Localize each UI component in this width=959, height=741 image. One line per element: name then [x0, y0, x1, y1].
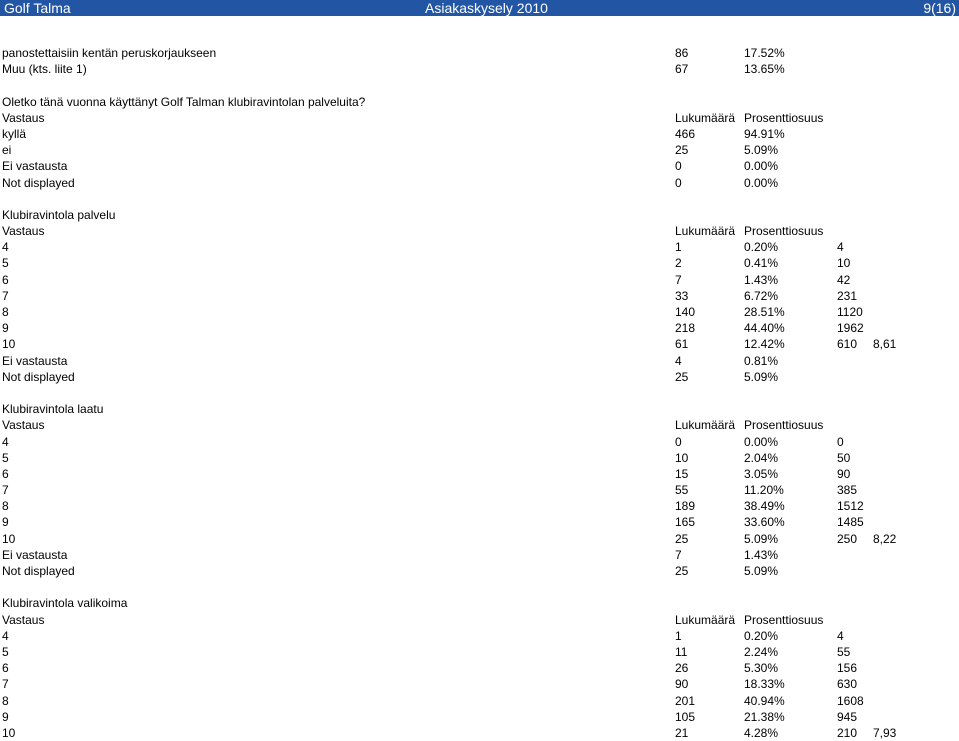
- average-score: 7,93: [873, 725, 897, 740]
- table-row: [0, 175, 959, 191]
- answer-count: 7: [675, 547, 682, 562]
- column-header-answer: Vastaus: [2, 224, 45, 239]
- column-header-answer: Vastaus: [2, 612, 45, 627]
- weighted-sum: 50: [837, 450, 851, 465]
- answer-percent: 5.09%: [744, 143, 779, 158]
- answer-percent: 2.24%: [744, 644, 779, 659]
- answer-count: 105: [675, 709, 696, 724]
- answer-percent: 33.60%: [744, 515, 785, 530]
- answer-label: 8: [2, 693, 9, 708]
- table-row: [0, 320, 959, 336]
- answer-label: 5: [2, 644, 9, 659]
- answer-label: 6: [2, 661, 9, 676]
- answer-percent: 2.04%: [744, 450, 779, 465]
- column-header-percent: Prosenttiosuus: [744, 418, 824, 433]
- answer-count: 201: [675, 693, 696, 708]
- question-title: [0, 207, 959, 223]
- answer-label: kyllä: [2, 126, 27, 141]
- answer-count: 11: [675, 644, 688, 659]
- table-row: [0, 709, 959, 725]
- answer-label: Ei vastausta: [2, 159, 68, 174]
- answer-label: ei: [2, 143, 12, 158]
- weighted-sum: 55: [837, 644, 851, 659]
- answer-count: 26: [675, 661, 689, 676]
- table-row: [0, 336, 959, 352]
- answer-percent: 18.33%: [744, 677, 785, 692]
- answer-label: 8: [2, 499, 9, 514]
- answer-count: 55: [675, 483, 689, 498]
- answer-count: 15: [675, 466, 689, 481]
- question-title-text: Klubiravintola palvelu: [2, 207, 116, 222]
- answer-count: 466: [675, 126, 696, 141]
- answer-percent: 12.42%: [744, 337, 785, 352]
- table-header-row: [0, 417, 959, 433]
- answer-count: 67: [675, 62, 689, 77]
- answer-count: 0: [675, 434, 682, 449]
- answer-label: 9: [2, 515, 9, 530]
- column-header-answer: Vastaus: [2, 418, 45, 433]
- weighted-sum: 210: [837, 725, 858, 740]
- weighted-sum: 630: [837, 677, 858, 692]
- answer-percent: 5.09%: [744, 564, 779, 578]
- answer-percent: 5.30%: [744, 661, 779, 676]
- answer-label: 8: [2, 305, 9, 319]
- answer-percent: 0.20%: [744, 628, 779, 643]
- answer-percent: 1.43%: [744, 547, 779, 562]
- table-row: [0, 482, 959, 498]
- answer-percent: 40.94%: [744, 693, 785, 708]
- answer-percent: 6.72%: [744, 288, 779, 303]
- answer-label: Not displayed: [2, 175, 75, 190]
- answer-percent: 17.52%: [744, 46, 785, 60]
- weighted-sum: 4: [837, 628, 844, 643]
- table-row: [0, 369, 959, 385]
- answer-label: panostettaisiin kentän peruskorjaukseen: [2, 46, 217, 60]
- answer-percent: 0.41%: [744, 256, 779, 271]
- answer-label: 9: [2, 321, 9, 336]
- answer-label: 10: [2, 725, 16, 740]
- answer-percent: 11.20%: [744, 483, 784, 498]
- table-row: [0, 514, 959, 530]
- average-score: 8,22: [873, 531, 897, 546]
- answer-label: Not displayed: [2, 369, 75, 384]
- answer-label: Ei vastausta: [2, 547, 68, 562]
- column-header-count: Lukumäärä: [675, 612, 736, 627]
- answer-count: 90: [675, 677, 689, 692]
- answer-percent: 3.05%: [744, 466, 779, 481]
- answer-percent: 28.51%: [744, 305, 785, 319]
- answer-percent: 0.00%: [744, 159, 779, 174]
- weighted-sum: 90: [837, 466, 851, 481]
- answer-count: 165: [675, 515, 696, 530]
- weighted-sum: 610: [837, 337, 858, 352]
- answer-percent: 0.20%: [744, 240, 779, 255]
- answer-percent: 4.28%: [744, 725, 779, 740]
- answer-count: 7: [675, 272, 682, 287]
- answer-percent: 0.81%: [744, 353, 779, 368]
- answer-label: 6: [2, 466, 9, 481]
- weighted-sum: 385: [837, 483, 858, 498]
- answer-count: 25: [675, 564, 689, 578]
- answer-label: 4: [2, 240, 9, 255]
- weighted-sum: 1485: [837, 515, 864, 530]
- answer-count: 10: [675, 450, 689, 465]
- answer-label: 5: [2, 450, 9, 465]
- question-title: [0, 94, 959, 110]
- answer-count: 33: [675, 288, 689, 303]
- weighted-sum: 0: [837, 434, 844, 449]
- header-page-number: 9(16): [923, 0, 956, 16]
- answer-count: 25: [675, 369, 689, 384]
- table-row: [0, 61, 959, 77]
- weighted-sum: 1608: [837, 693, 864, 708]
- answer-count: 86: [675, 46, 689, 60]
- answer-label: 10: [2, 337, 16, 352]
- answer-percent: 21.38%: [744, 709, 785, 724]
- column-header-count: Lukumäärä: [675, 110, 736, 125]
- column-header-percent: Prosenttiosuus: [744, 224, 824, 239]
- answer-label: Not displayed: [2, 564, 75, 578]
- table-row: [0, 644, 959, 660]
- table-row: [0, 628, 959, 644]
- weighted-sum: 1512: [837, 499, 864, 514]
- question-title-text: Klubiravintola valikoima: [2, 596, 128, 611]
- answer-count: 61: [675, 337, 689, 352]
- weighted-sum: 42: [837, 272, 851, 287]
- table-row: [0, 158, 959, 174]
- question-title-text: Klubiravintola laatu: [2, 402, 104, 417]
- table-row: [0, 660, 959, 676]
- average-score: 8,61: [873, 337, 897, 352]
- weighted-sum: 945: [837, 709, 858, 724]
- answer-percent: 0.00%: [744, 175, 779, 190]
- weighted-sum: 4: [837, 240, 844, 255]
- table-row: [0, 272, 959, 288]
- answer-count: 0: [675, 175, 682, 190]
- table-row: [0, 304, 959, 320]
- header-survey-title: Asiakaskysely 2010: [425, 0, 548, 16]
- table-row: [0, 450, 959, 466]
- table-header-row: [0, 110, 959, 126]
- column-header-count: Lukumäärä: [675, 418, 736, 433]
- answer-percent: 38.49%: [744, 499, 785, 514]
- answer-label: 7: [2, 483, 9, 498]
- weighted-sum: 156: [837, 661, 858, 676]
- answer-label: 6: [2, 272, 9, 287]
- answer-percent: 44.40%: [744, 321, 785, 336]
- answer-label: 10: [2, 531, 16, 546]
- table-row: [0, 142, 959, 158]
- table-row: [0, 466, 959, 482]
- table-row: [0, 239, 959, 255]
- answer-percent: 94.91%: [744, 126, 785, 141]
- answer-count: 189: [675, 499, 696, 514]
- answer-count: 140: [675, 305, 696, 319]
- answer-percent: 5.09%: [744, 531, 779, 546]
- table-row: [0, 676, 959, 692]
- question-title: [0, 401, 959, 417]
- table-row: [0, 547, 959, 563]
- answer-percent: 1.43%: [744, 272, 779, 287]
- answer-count: 25: [675, 531, 689, 546]
- table-header-row: [0, 223, 959, 239]
- answer-count: 218: [675, 321, 696, 336]
- answer-label: 7: [2, 677, 9, 692]
- table-row: [0, 531, 959, 547]
- weighted-sum: 1962: [837, 321, 864, 336]
- answer-percent: 13.65%: [744, 62, 785, 77]
- answer-label: 4: [2, 434, 9, 449]
- answer-count: 0: [675, 159, 682, 174]
- table-row: [0, 563, 959, 579]
- column-header-count: Lukumäärä: [675, 224, 736, 239]
- table-header-row: [0, 612, 959, 628]
- column-header-answer: Vastaus: [2, 110, 45, 125]
- answer-label: 5: [2, 256, 9, 271]
- weighted-sum: 10: [837, 256, 851, 271]
- answer-label: Muu (kts. liite 1): [2, 62, 87, 77]
- answer-count: 21: [675, 725, 689, 740]
- answer-count: 1: [675, 628, 682, 643]
- table-row: [0, 288, 959, 304]
- table-row: [0, 45, 959, 61]
- weighted-sum: 1120: [837, 305, 863, 319]
- table-row: [0, 434, 959, 450]
- answer-count: 4: [675, 353, 682, 368]
- answer-count: 1: [675, 240, 682, 255]
- answer-count: 2: [675, 256, 682, 271]
- answer-count: 25: [675, 143, 689, 158]
- answer-label: Ei vastausta: [2, 353, 68, 368]
- answer-percent: 0.00%: [744, 434, 779, 449]
- answer-label: 7: [2, 288, 9, 303]
- table-row: [0, 693, 959, 709]
- header-club-name: Golf Talma: [4, 0, 71, 16]
- weighted-sum: 231: [837, 288, 858, 303]
- page-header: [0, 0, 959, 16]
- table-row: [0, 255, 959, 271]
- column-header-percent: Prosenttiosuus: [744, 110, 824, 125]
- question-title: [0, 595, 959, 611]
- survey-content: [0, 45, 959, 741]
- table-row: [0, 126, 959, 142]
- column-header-percent: Prosenttiosuus: [744, 612, 824, 627]
- question-title-text: Oletko tänä vuonna käyttänyt Golf Talman klubiravintolan palveluita?: [2, 94, 366, 109]
- weighted-sum: 250: [837, 531, 858, 546]
- answer-label: 9: [2, 709, 9, 724]
- answer-label: 4: [2, 628, 9, 643]
- table-row: [0, 353, 959, 369]
- table-row: [0, 498, 959, 514]
- answer-percent: 5.09%: [744, 369, 779, 384]
